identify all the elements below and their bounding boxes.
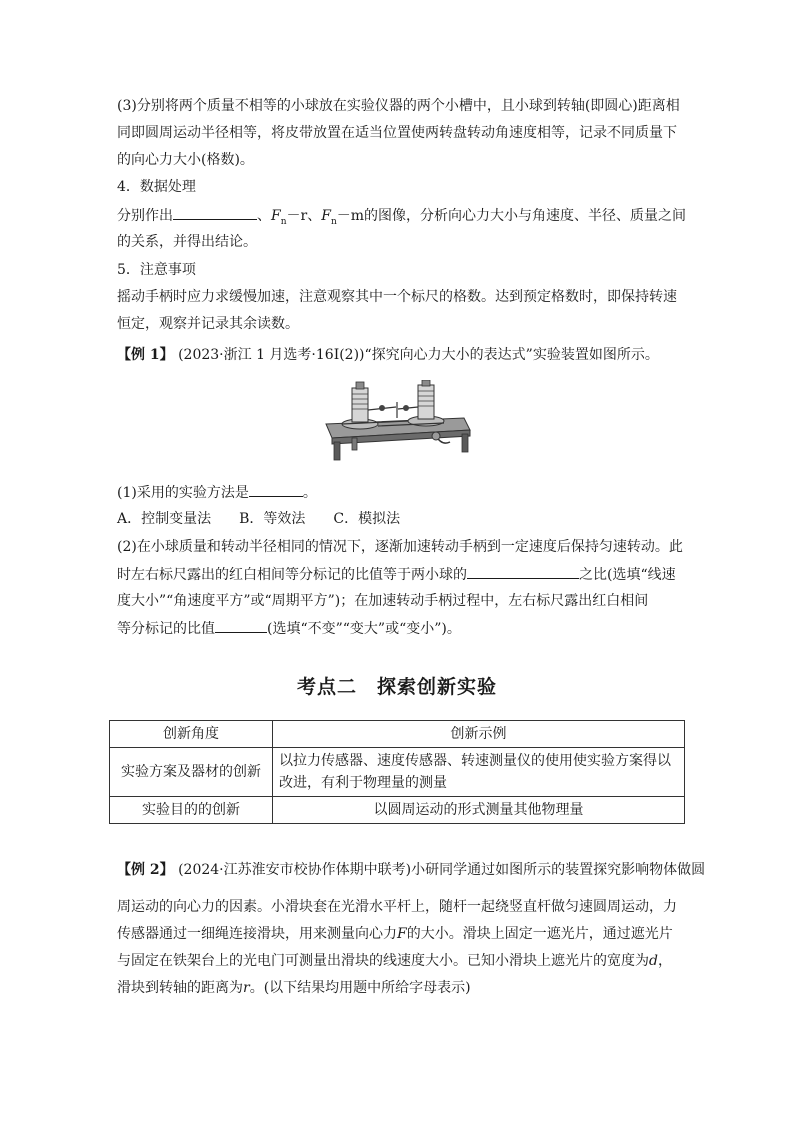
example-text: ， [657,953,672,969]
section4-suffix: 的图像，分析向心力大小与角速度、半径、质量之间 [364,208,687,224]
table-row [110,748,685,797]
table-cell: 实验方案及器材的创新 [110,748,273,797]
section5-heading: 5．注意事项 [117,262,196,278]
example-label: 【例 1】 [117,347,174,363]
centripetal-apparatus-figure [318,380,478,464]
example-text: 传感器通过一细绳连接滑块，用来测量向心力 [117,926,397,942]
symbol-d: d [649,953,658,969]
table-header-cell: 创新角度 [110,721,273,748]
symbol-f: F [271,208,281,224]
symbol-m: －m [336,208,365,224]
symbol-r: r [243,980,250,996]
para3-line3: 的向心力大小(格数)。 [117,152,254,168]
example1-q1 [117,482,317,503]
example-text: 滑块到转轴的距离为 [117,980,243,996]
example-text: 。(以下结果均用题中所给字母表示) [249,980,471,996]
question-text: (选填“不变”“变大”或“变小”)。 [267,621,461,637]
symbol-r: －r、 [286,208,322,224]
answer-blank [215,618,267,633]
question-end: 。 [302,485,317,501]
example-source: (2024·江苏淮安市校协作体期中联考) [178,862,412,878]
section4-heading: 4．数据处理 [117,179,196,195]
example-text: 与固定在铁架台上的光电门可测量出滑块的线速度大小。已知小滑块上遮光片的宽度为 [117,953,649,969]
innovation-table [109,720,685,824]
answer-blank [249,482,303,497]
question-text: 时左右标尺露出的红白相间等分标记的比值等于两小球的 [117,567,467,583]
symbol-sub: n [330,216,337,227]
example1-q2-line1: (2)在小球质量和转动半径相同的情况下，逐渐加速转动手柄到一定速度后保持匀速转动。此 [117,539,683,555]
example1-q2-line2 [117,564,676,585]
table-header-cell: 创新示例 [273,721,685,748]
section5-line2: 恒定，观察并记录其余读数。 [117,316,299,332]
section-title: 考点二 探索创新实验 [296,676,497,698]
example2-line4 [117,951,672,971]
para3-line2: 同即圆周运动半径相等，将皮带放置在适当位置使两转盘转动角速度相等，记录不同质量下 [117,125,677,141]
example1-options: A．控制变量法 B．等效法 C．模拟法 [117,511,401,527]
example2-line3 [117,924,673,944]
example2-line1 [117,860,705,880]
example1-intro [117,345,659,365]
question-text: 等分标记的比值 [117,621,215,637]
example-text: “探究向心力大小的表达式”实验装置如图所示。 [364,347,659,363]
question-text: 之比(选填“线速 [579,567,676,583]
section4-line1: 分别作出 、$F_n-r$、$F_n-m$的图像，分析向心力大小与角速度、半径、质量之间 [117,205,686,232]
table-cell: 以拉力传感器、速度传感器、转速测量仪的使用使实验方案得以改进，有利于物理量的测量 [273,748,685,797]
answer-blank [467,564,579,579]
symbol-sub: n [280,216,287,227]
example-label: 【例 2】 [117,862,174,878]
example-text: 小研同学通过如图所示的装置探究影响物体做圆 [411,862,706,878]
table-cell: 以圆周运动的形式测量其他物理量 [273,797,685,824]
symbol-f: F [321,208,331,224]
question-text: (1)采用的实验方法是 [117,485,249,501]
example1-q2-line4 [117,618,461,639]
para3-line1: (3)分别将两个质量不相等的小球放在实验仪器的两个小槽中，且小球到转轴(即圆心)距离相 [117,98,680,114]
example-source: (2023·浙江 1 月选考·16Ⅰ(2)) [178,347,365,363]
section4-line2: 的关系，并得出结论。 [117,234,257,250]
example1-q2-line3: 度大小”“角速度平方”或“周期平方”)；在加速转动手柄过程中，左右标尺露出红白相间 [117,593,649,609]
answer-blank [173,205,257,220]
section4-prefix: 分别作出 [117,208,173,224]
section5-line1: 摇动手柄时应力求缓慢加速，注意观察其中一个标尺的格数。达到预定格数时，即保持转速 [117,289,677,305]
table-header-row [110,721,685,748]
table-row [110,797,685,824]
table-cell: 实验目的的创新 [110,797,273,824]
symbol-f: F [397,926,407,942]
example-text: 的大小。滑块上固定一遮光片，通过遮光片 [406,926,673,942]
example2-line2: 周运动的向心力的因素。小滑块套在光滑水平杆上，随杆一起绕竖直杆做匀速圆周运动，力 [117,899,677,915]
example2-line5 [117,978,471,998]
